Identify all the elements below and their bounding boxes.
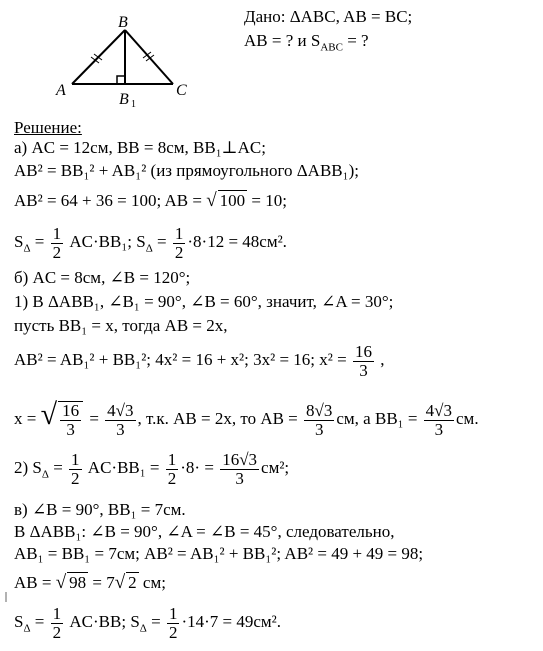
b6-mid2: ·8· = bbox=[180, 458, 219, 477]
line-c1: в) ∠B = 90°, BB₁ = 7см. bbox=[14, 500, 186, 519]
b5-mid2: см, а BB₁ = bbox=[336, 409, 422, 428]
b6-num2: 1 bbox=[167, 449, 177, 469]
a4-frac bbox=[51, 225, 64, 262]
b5-eq: = bbox=[85, 409, 104, 428]
label-b1-sub: 1 bbox=[131, 99, 136, 110]
b5-rden: 3 bbox=[66, 420, 75, 440]
b4-num: 16 bbox=[354, 341, 372, 361]
line-c3: AB₁ = BB₁ = 7см; AB² = AB₁² + BB₁²; AB² = 49 + 49 = 98; bbox=[14, 544, 424, 563]
b5-rnum: 16 bbox=[62, 401, 80, 421]
margin-mark bbox=[4, 592, 9, 602]
b6-eq: = bbox=[48, 458, 68, 477]
line-a4 bbox=[14, 222, 287, 262]
c5-eq: = bbox=[30, 612, 49, 631]
solution-title: Решение: bbox=[14, 118, 82, 137]
b5-den2: 3 bbox=[314, 419, 324, 439]
a4-num: 1 bbox=[52, 223, 62, 243]
b5-frac2 bbox=[304, 402, 334, 439]
c4-radicand: 98 bbox=[69, 573, 87, 592]
a3-radicand: 100 bbox=[219, 191, 246, 210]
b6-num: 1 bbox=[71, 449, 80, 469]
c4-left: AB = bbox=[14, 573, 56, 592]
b6-end: см²; bbox=[261, 458, 290, 477]
line-b2: 1) В ΔABB₁, ∠B₁ = 90°, ∠B = 60°, значит, ∠A = 30°; bbox=[14, 292, 394, 311]
line-a2: AB² = BB₁² + AB₁² (из прямоугольного ΔABB₁); bbox=[14, 161, 359, 180]
c5-mid: AC·BB; S bbox=[65, 612, 140, 631]
given-text: AB = ? и S bbox=[244, 31, 321, 50]
b6-mid: AC·BB₁ = bbox=[83, 458, 164, 477]
line-b6 bbox=[14, 448, 289, 488]
sqrt-sign-98: √ bbox=[55, 572, 67, 593]
b5-num2: 8√3 bbox=[306, 400, 333, 420]
a4-s: S bbox=[14, 232, 24, 251]
c5-den: 2 bbox=[52, 622, 62, 642]
b5-num3: 4√3 bbox=[425, 400, 453, 420]
b5-frac bbox=[105, 402, 135, 439]
side-bc bbox=[125, 30, 173, 84]
c5-eq2: = bbox=[146, 612, 165, 631]
b6-frac3 bbox=[220, 451, 259, 488]
b5-frac3 bbox=[424, 402, 454, 439]
given-line-1: Дано: ΔABC, AB = BC; bbox=[244, 7, 413, 26]
b5-mid: , т.к. AB = 2x, то AB = bbox=[137, 409, 303, 428]
a3-left: AB² = 64 + 36 = 100; AB = bbox=[14, 191, 207, 210]
a4-eq2: = bbox=[152, 232, 171, 251]
b4-end: , bbox=[375, 350, 385, 369]
label-a: A bbox=[56, 82, 66, 99]
line-b4 bbox=[14, 340, 384, 380]
b5-x: x = bbox=[14, 409, 41, 428]
line-c5 bbox=[14, 602, 281, 642]
line-b1: б) AC = 8см, ∠B = 120°; bbox=[14, 268, 191, 287]
b6-den: 2 bbox=[71, 468, 80, 488]
line-b3: пусть BB₁ = x, тогда AB = 2x, bbox=[14, 316, 228, 335]
b5-end: см. bbox=[456, 409, 479, 428]
a4-end: ·8·12 = 48см². bbox=[187, 232, 287, 251]
c5-frac bbox=[51, 605, 64, 642]
b5-rad-frac bbox=[58, 401, 83, 439]
label-b1: B bbox=[119, 91, 129, 108]
line-c2: В ΔABB₁: ∠B = 90°, ∠A = ∠B = 45°, следовательно, bbox=[14, 522, 395, 541]
c4-radicand2: 2 bbox=[128, 573, 137, 592]
c5-sub2: Δ bbox=[139, 622, 147, 635]
line-a1: а) AC = 12см, BB = 8см, BB₁⊥AC; bbox=[14, 138, 266, 157]
b5-den: 3 bbox=[116, 419, 125, 439]
b6-frac bbox=[69, 451, 82, 488]
right-angle-mark bbox=[117, 76, 125, 84]
line-a3 bbox=[14, 190, 287, 211]
a4-den: 2 bbox=[52, 242, 62, 262]
a4-eq: = bbox=[30, 232, 49, 251]
given-line-2 bbox=[244, 30, 369, 58]
c5-num2: 1 bbox=[168, 603, 178, 623]
line-b5 bbox=[14, 392, 479, 438]
sqrt-sign-large: √ bbox=[40, 398, 58, 431]
c5-end: ·14·7 = 49см². bbox=[181, 612, 282, 631]
a4-frac2 bbox=[173, 225, 186, 262]
a3-right: = 10; bbox=[247, 191, 287, 210]
given-end: = ? bbox=[342, 31, 369, 50]
b5-num: 4√3 bbox=[107, 400, 134, 420]
a4-den2: 2 bbox=[174, 242, 184, 262]
c5-den2: 2 bbox=[168, 622, 178, 642]
b6-left: 2) S bbox=[14, 458, 42, 477]
label-b: B bbox=[118, 14, 128, 31]
b5-den3: 3 bbox=[434, 419, 444, 439]
b6-den2: 2 bbox=[167, 468, 177, 488]
triangle-figure bbox=[50, 10, 200, 110]
label-c: C bbox=[176, 82, 187, 99]
c4-end: см; bbox=[138, 573, 166, 592]
b6-frac2 bbox=[166, 451, 179, 488]
given-sub: ABC bbox=[320, 41, 343, 54]
line-c4 bbox=[14, 572, 166, 593]
c5-frac2 bbox=[167, 605, 180, 642]
b6-den3: 3 bbox=[235, 468, 244, 488]
b4-left: AB² = AB₁² + BB₁²; 4x² = 16 + x²; 3x² = 16; x² = bbox=[14, 350, 351, 369]
b4-frac bbox=[353, 343, 374, 380]
c4-mid: = 7 bbox=[88, 573, 115, 592]
sqrt-sign-2: √ bbox=[114, 572, 126, 593]
a4-mid: AC·BB₁; S bbox=[65, 232, 146, 251]
c5-s: S bbox=[14, 612, 24, 631]
c5-num: 1 bbox=[52, 603, 62, 623]
c5-sub: Δ bbox=[23, 622, 31, 635]
a4-sub2: Δ bbox=[145, 242, 153, 255]
sqrt-sign: √ bbox=[206, 190, 217, 211]
b6-num3: 16√3 bbox=[222, 449, 258, 469]
b6-sub: Δ bbox=[41, 468, 49, 481]
a4-sub: Δ bbox=[23, 242, 31, 255]
b4-den: 3 bbox=[359, 360, 368, 380]
a4-num2: 1 bbox=[174, 223, 184, 243]
